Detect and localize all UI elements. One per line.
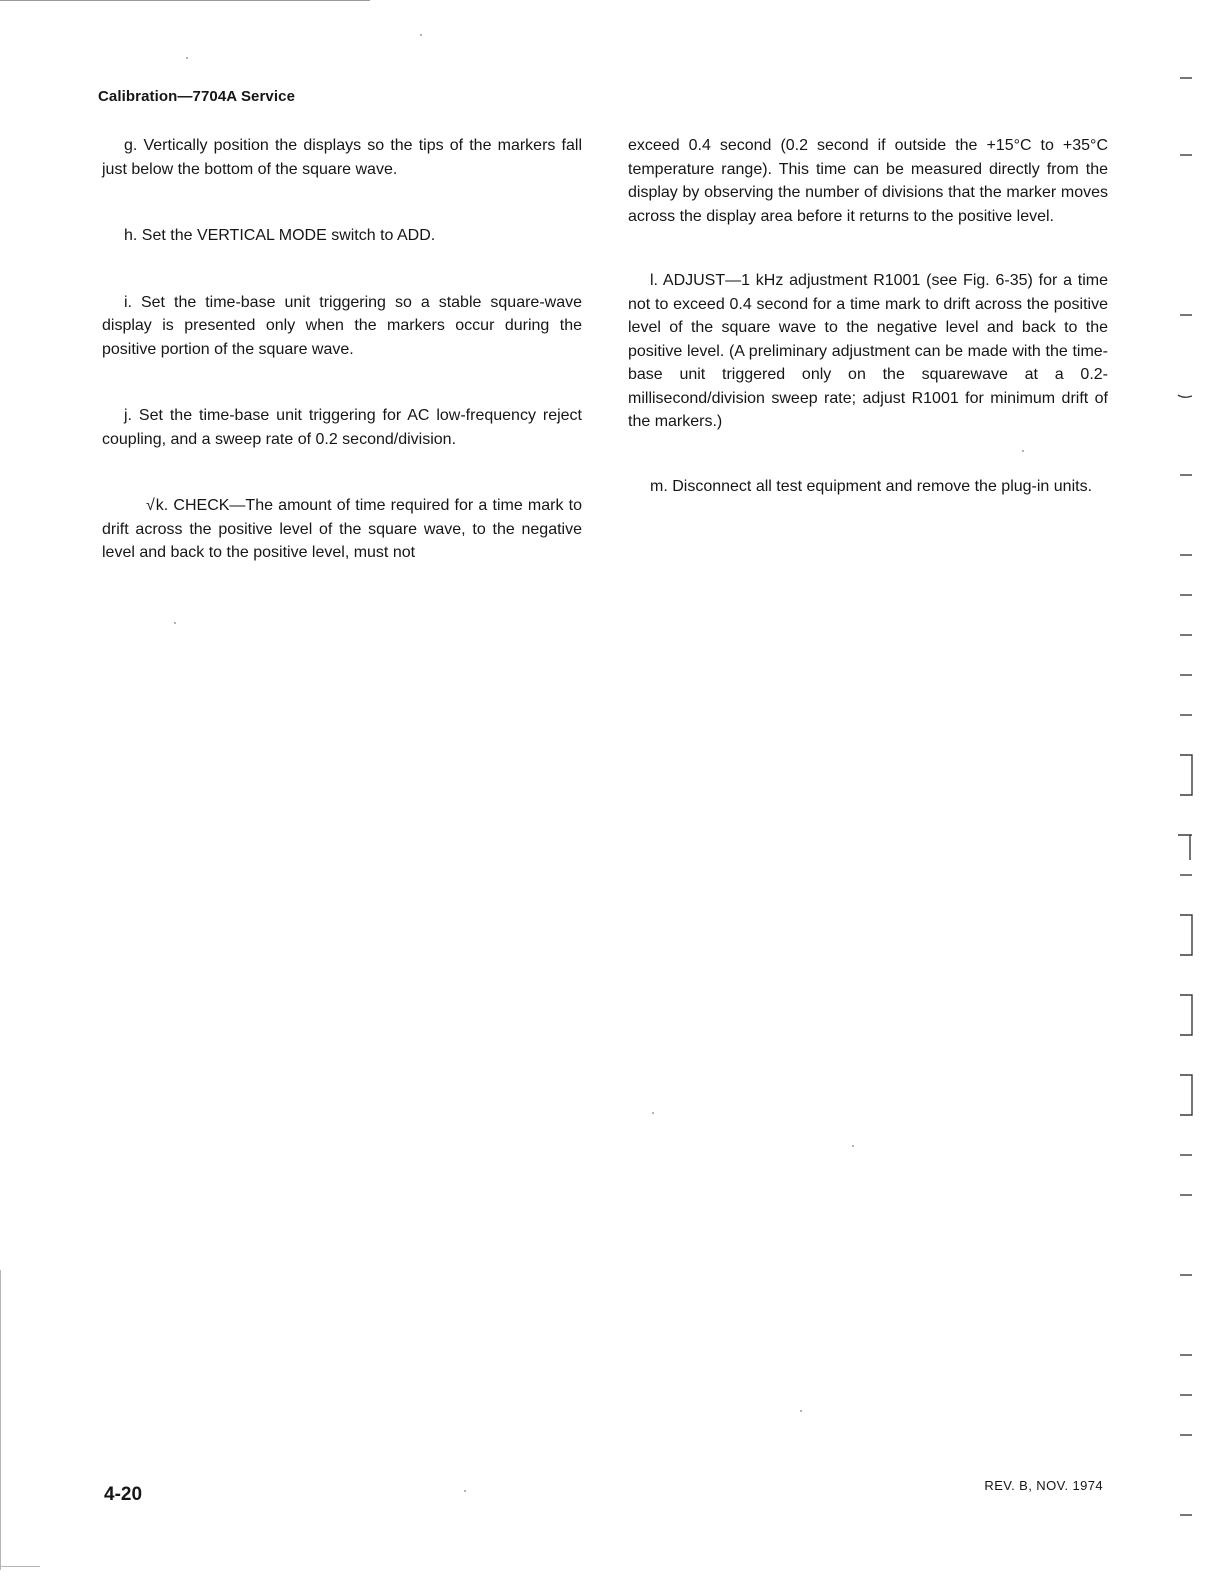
scan-speck bbox=[174, 622, 176, 624]
scan-speck bbox=[852, 1145, 854, 1147]
step-h: h. Set the VERTICAL MODE switch to ADD. bbox=[124, 227, 436, 244]
step-g: g. Vertically position the displays so the tips of the markers fall just below the bottom of the square wave. bbox=[102, 137, 582, 178]
scan-speck bbox=[420, 34, 422, 36]
scan-speck bbox=[1022, 450, 1024, 452]
check-mark-icon: √ bbox=[146, 497, 155, 514]
top-edge-rule bbox=[0, 0, 370, 1]
scan-speck bbox=[464, 1490, 466, 1492]
scan-speck bbox=[652, 1112, 654, 1114]
step-m: m. Disconnect all test equipment and remove the plug-in units. bbox=[650, 477, 1093, 495]
running-head: Calibration—7704A Service bbox=[98, 88, 296, 105]
left-column bbox=[102, 134, 582, 565]
binding-marks-graphic bbox=[1168, 60, 1198, 1540]
bottom-edge-rule bbox=[0, 1566, 40, 1567]
step-j: j. Set the time-base unit triggering for AC low-frequency reject coupling, and a sweep rate of 0.2 second/division. bbox=[102, 407, 582, 448]
step-k-text: k. CHECK—The amount of time required for a time mark to drift across the positive level of the square wave, to the negative level and back to the positive level, must not bbox=[102, 497, 582, 561]
step-l: l. ADJUST—1 kHz adjustment R1001 (see Fig. 6-35) for a time not to exceed 0.4 second for a time mark to drift across the positive level of the square wave to the negative level and back to the positive level. (A preliminary adjustment can be made with the time-base unit triggered only on the squarewave at a 0.2-millisecond/division sweep rate; adjust R1001 for minimum drift of the markers.) bbox=[628, 272, 1108, 430]
revision-note: REV. B, NOV. 1974 bbox=[984, 1478, 1103, 1493]
step-i: i. Set the time-base unit triggering so a stable square-wave display is presented only when the markers occur during the positive portion of the square wave. bbox=[102, 293, 582, 358]
scan-speck bbox=[186, 57, 188, 59]
binding-edge-marks bbox=[1168, 60, 1198, 1540]
scan-speck bbox=[800, 1410, 802, 1412]
step-k-continued: exceed 0.4 second (0.2 second if outside the +15°C to +35°C temperature range). This time can be measured directly from the display by observing the number of divisions that the marker moves across the display area before it returns to the positive level. bbox=[628, 137, 1108, 225]
right-column bbox=[628, 134, 1108, 498]
page-number: 4-20 bbox=[104, 1484, 143, 1505]
step-k bbox=[102, 494, 582, 565]
left-edge-rule bbox=[0, 1270, 1, 1570]
